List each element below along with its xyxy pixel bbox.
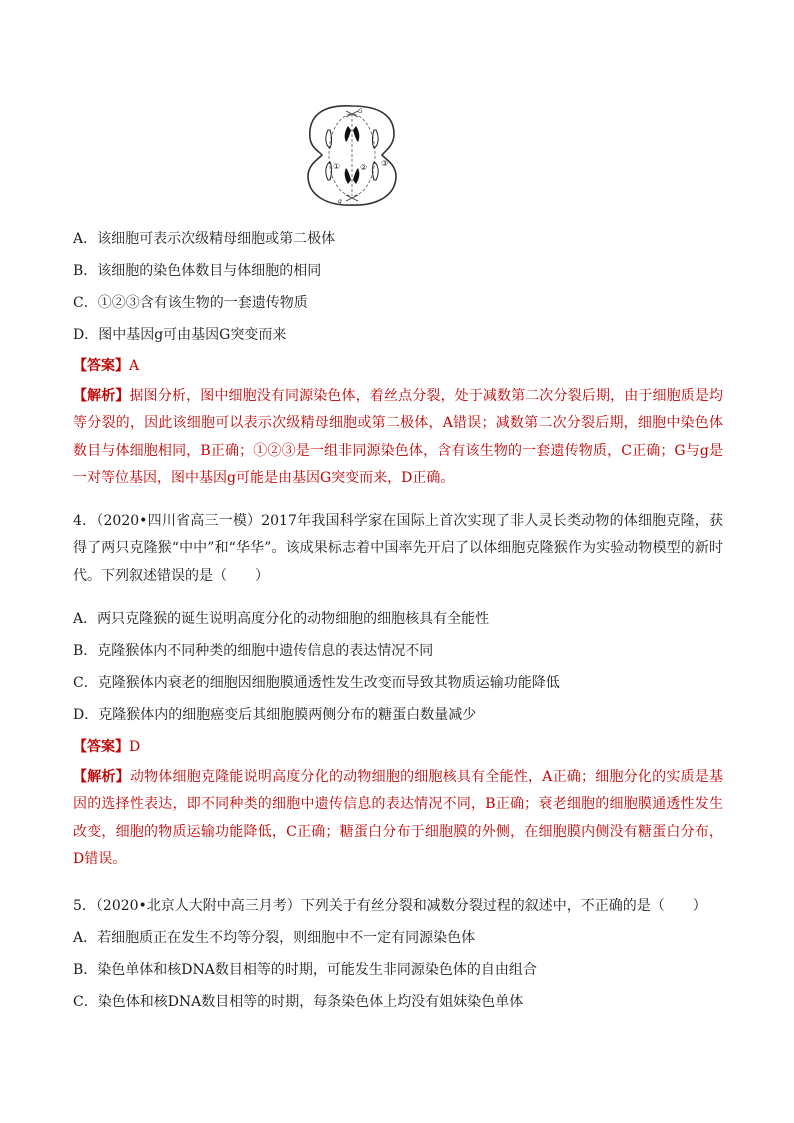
q3-option-d: D．图中基因g可由基因G突变而来: [73, 327, 287, 343]
label-3: ③: [381, 159, 389, 168]
q5-option-a: A．若细胞质正在发生不均等分裂，则细胞中不一定有同源染色体: [73, 930, 476, 946]
q4-option-c: C．克隆猴体内衰老的细胞因细胞膜通透性发生改变而导致其物质运输功能降低: [73, 675, 560, 691]
q5-option-c: C．染色体和核DNA数目相等的时期，每条染色体上均没有姐妹染色单体: [73, 994, 524, 1010]
analysis-tag: 【解析】: [73, 769, 130, 785]
q4-option-d: D．克隆猴体内的细胞癌变后其细胞膜两侧分布的糖蛋白数量减少: [73, 707, 477, 723]
q4-answer: [73, 736, 723, 758]
analysis-tag: 【解析】: [73, 388, 130, 404]
label-G: G: [358, 108, 363, 115]
label-g: g: [338, 198, 342, 205]
q4-option-a: A．两只克隆猴的诞生说明高度分化的动物细胞的细胞核具有全能性: [73, 611, 490, 627]
answer-value: D: [129, 739, 141, 755]
q3-option-b: B．该细胞的染色体数目与体细胞的相同: [73, 263, 322, 279]
analysis-text: 动物体细胞克隆能说明高度分化的动物细胞的细胞核具有全能性，A正确；细胞分化的实质是基因的选择性表达，即不同种类的细胞中遗传信息的表达情况不同，B正确；衰老细胞的细胞膜通透性发生改变，细胞的物质运输功能降低，C正确；糖蛋白分布于细胞膜的外侧，在细胞膜内侧没有糖蛋白分布，D错误。: [73, 769, 724, 867]
q5-option-b: B．染色单体和核DNA数目相等的时期，可能发生非同源染色体的自由组合: [73, 962, 537, 978]
label-1: ①: [333, 162, 341, 171]
q4-option-b: B．克隆猴体内不同种类的细胞中遗传信息的表达情况不同: [73, 643, 434, 659]
answer-value: A: [129, 358, 140, 374]
q3-option-a: A．该细胞可表示次级精母细胞或第二极体: [73, 231, 336, 247]
q4-analysis: [73, 764, 723, 873]
q3-analysis: [73, 383, 723, 492]
q3-answer: [73, 355, 723, 377]
analysis-text: 据图分析，图中细胞没有同源染色体，着丝点分裂，处于减数第二次分裂后期，由于细胞质是均等分裂的，因此该细胞可以表示次级精母细胞或第二极体，A错误；减数第二次分裂后期，细胞中染色体数目与体细胞相同，B正确；①②③是一组非同源染色体，含有该生物的一套遗传物质，C正确；G与g是一对等位基因，图中基因g可能是由基因G突变而来，D正确。: [73, 388, 724, 486]
q3-option-c: C．①②③含有该生物的一套遗传物质: [73, 295, 308, 311]
q5-stem: 5．（2020•北京人大附中高三月考）下列关于有丝分裂和减数分裂过程的叙述中，不正确的是（ ）: [73, 898, 707, 914]
meiosis-cell-diagram-icon: [300, 100, 404, 210]
answer-tag: 【答案】: [73, 358, 129, 374]
q4-stem: 4．（2020•四川省高三一模）2017年我国科学家在国际上首次实现了非人灵长类动物的体细胞克隆，获得了两只克隆猴“中中”和“华华”。该成果标志着中国率先开启了以体细胞克隆猴作为实验动物模型的新时代。下列叙述错误的是（ ）: [73, 513, 723, 584]
label-2: ②: [360, 163, 368, 172]
answer-tag: 【答案】: [73, 739, 129, 755]
